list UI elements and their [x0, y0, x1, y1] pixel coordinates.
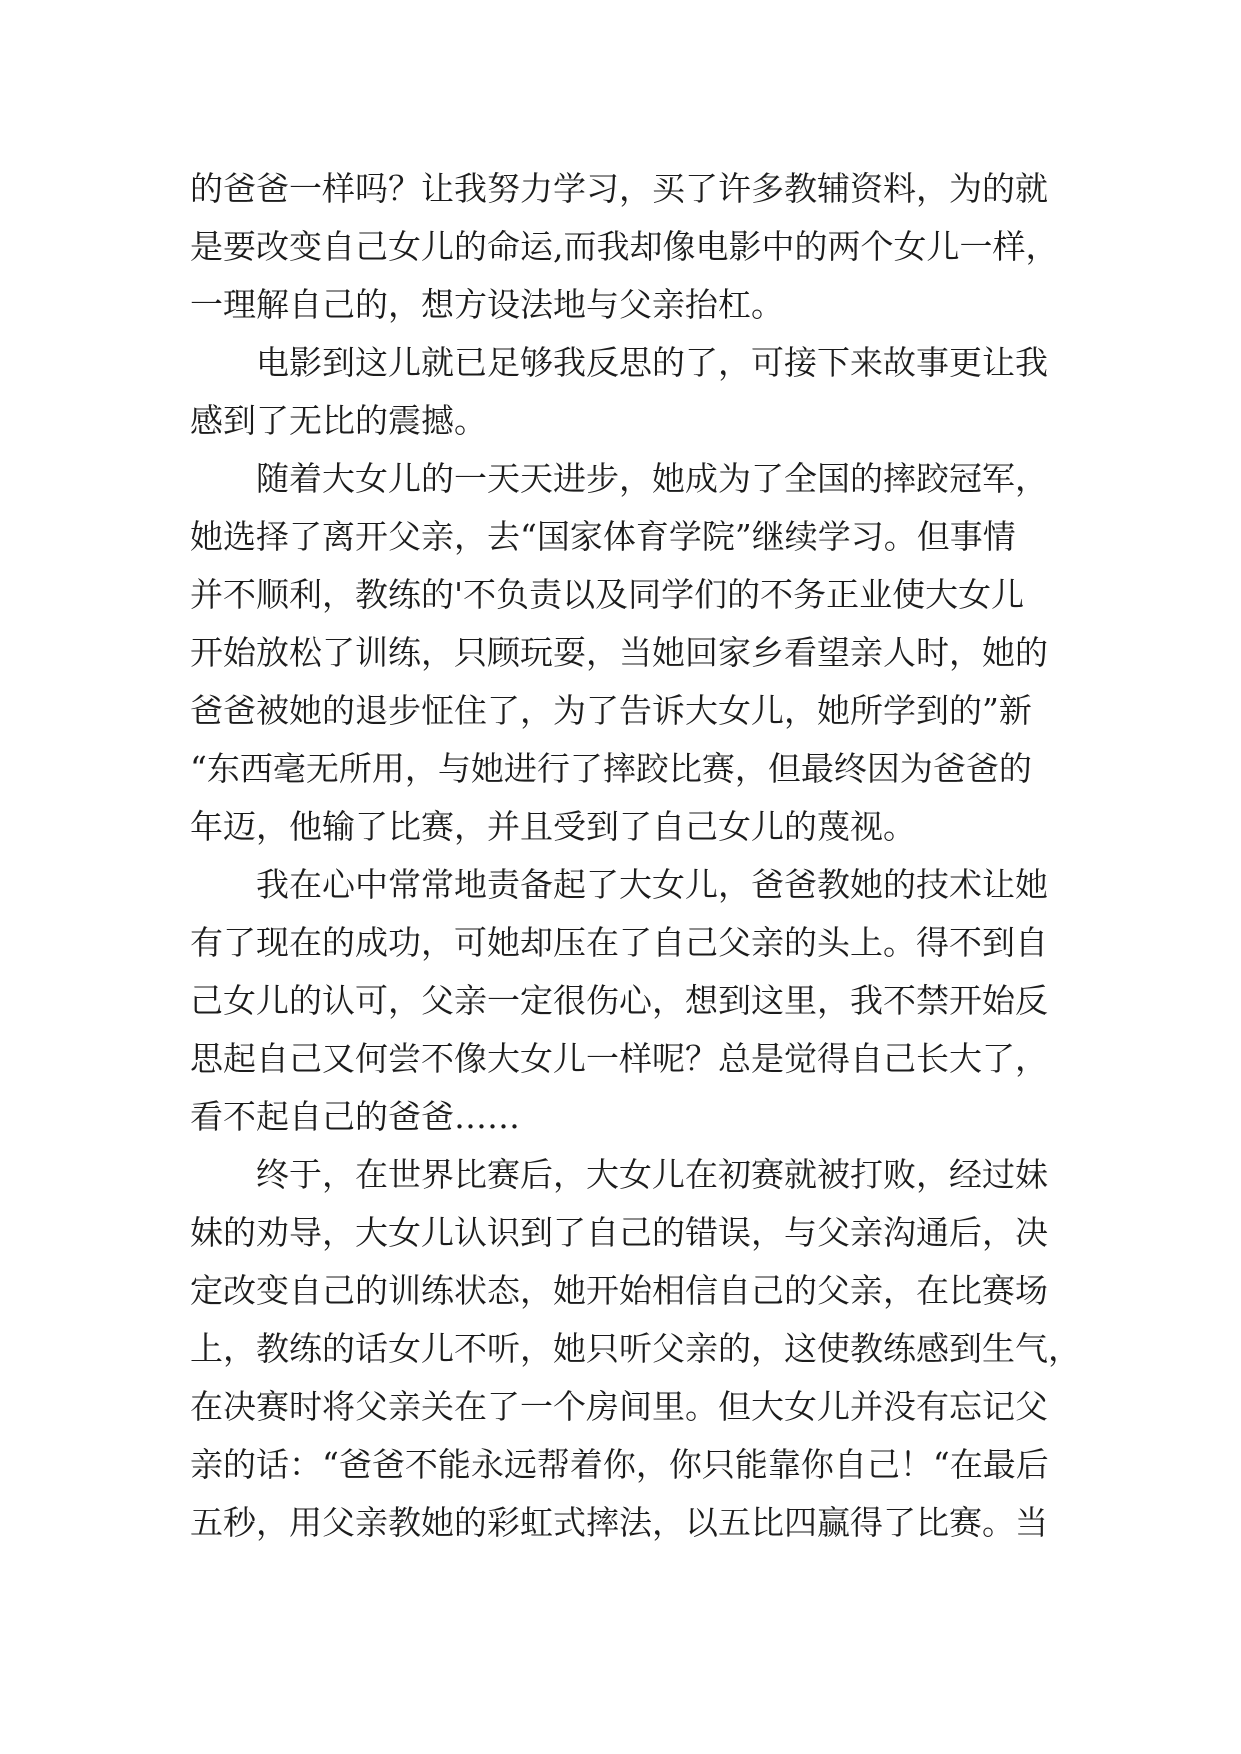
- text-line: 妹的劝导，大女儿认识到了自己的错误，与父亲沟通后，决: [190, 1213, 1048, 1252]
- paragraph-start-line: 电影到这儿就已足够我反思的了，可接下来故事更让我: [256, 343, 1048, 382]
- paragraph-start-line: 随着大女儿的一天天进步，她成为了全国的摔跤冠军，: [256, 459, 1048, 498]
- text-line: 思起自己又何尝不像大女儿一样呢？总是觉得自己长大了，: [190, 1039, 1048, 1078]
- text-line: 并不顺利，教练的'不负责以及同学们的不务正业使大女儿: [190, 575, 1025, 614]
- text-line: 是要改变自己女儿的命运,而我却像电影中的两个女儿一样，: [190, 227, 1059, 266]
- text-line: 亲的话：“爸爸不能永远帮着你，你只能靠你自己！“在最后: [190, 1445, 1049, 1484]
- text-line: 五秒，用父亲教她的彩虹式摔法，以五比四赢得了比赛。当: [190, 1503, 1048, 1542]
- text-line: 在决赛时将父亲关在了一个房间里。但大女儿并没有忘记父: [190, 1387, 1048, 1426]
- text-line: 己女儿的认可，父亲一定很伤心，想到这里，我不禁开始反: [190, 981, 1048, 1020]
- text-line: 她选择了离开父亲，去“国家体育学院”继续学习。但事情: [190, 517, 1016, 556]
- text-line: 感到了无比的震撼。: [190, 401, 487, 440]
- text-line: 上，教练的话女儿不听，她只听父亲的，这使教练感到生气，: [190, 1329, 1081, 1368]
- document-body: [190, 160, 1090, 1552]
- text-line: 的爸爸一样吗？让我努力学习，买了许多教辅资料，为的就: [190, 169, 1048, 208]
- paragraph-start-line: 终于，在世界比赛后，大女儿在初赛就被打败，经过妹: [256, 1155, 1048, 1194]
- text-line: 有了现在的成功，可她却压在了自己父亲的头上。得不到自: [190, 923, 1048, 962]
- paragraph-start-line: 我在心中常常地责备起了大女儿，爸爸教她的技术让她: [256, 865, 1048, 904]
- text-line: 开始放松了训练，只顾玩耍，当她回家乡看望亲人时，她的: [190, 633, 1048, 672]
- text-line: “东西毫无所用，与她进行了摔跤比赛，但最终因为爸爸的: [190, 749, 1032, 788]
- text-line: 定改变自己的训练状态，她开始相信自己的父亲，在比赛场: [190, 1271, 1048, 1310]
- text-line: 爸爸被她的退步怔住了，为了告诉大女儿，她所学到的”新: [190, 691, 1032, 730]
- text-line: 年迈，他输了比赛，并且受到了自己女儿的蔑视。: [190, 807, 916, 846]
- text-line: 一理解自己的，想方设法地与父亲抬杠。: [190, 285, 784, 324]
- text-line: 看不起自己的爸爸……: [190, 1097, 520, 1136]
